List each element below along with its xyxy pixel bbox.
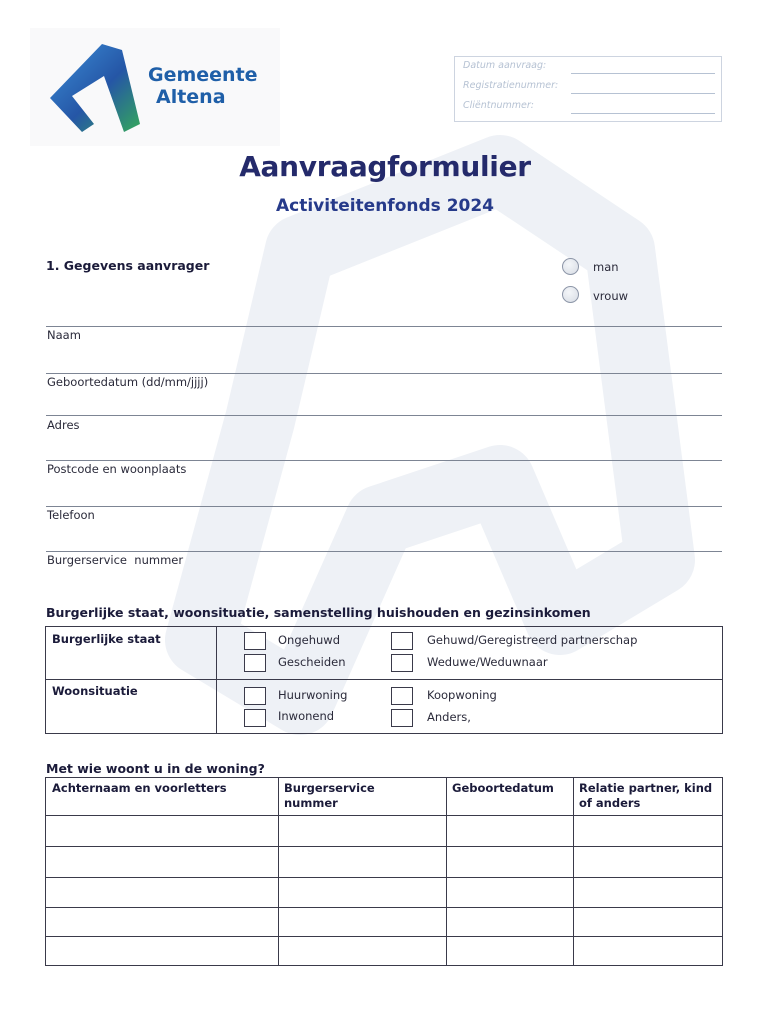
label-anders: Anders, (427, 710, 471, 724)
field-label-bsn: Burgerservice nummer (47, 553, 184, 567)
table-row[interactable] (46, 877, 722, 908)
org-name-line1: Gemeente (148, 64, 258, 86)
field-label-geboortedatum: Geboortedatum (dd/mm/jjjj) (47, 375, 209, 389)
checkbox-gescheiden[interactable] (244, 654, 266, 672)
label-koopwoning: Koopwoning (427, 688, 497, 702)
section-1-heading: 1. Gegevens aanvrager (46, 258, 210, 273)
label-gehuwd: Gehuwd/Geregistreerd partnerschap (427, 633, 638, 647)
datum-line[interactable] (571, 73, 715, 74)
checkbox-ongehuwd[interactable] (244, 632, 266, 650)
label-weduwe: Weduwe/Weduwnaar (427, 655, 548, 669)
checkbox-huurwoning[interactable] (244, 687, 266, 705)
field-label-postcode: Postcode en woonplaats (47, 462, 187, 476)
table-row[interactable] (46, 936, 722, 967)
field-line-adres[interactable] (46, 415, 722, 416)
checkbox-anders[interactable] (391, 709, 413, 727)
label-gescheiden: Gescheiden (278, 655, 346, 669)
row-label-woonsituatie: Woonsituatie (52, 684, 138, 698)
field-label-adres: Adres (47, 418, 80, 432)
table-row[interactable] (46, 907, 722, 938)
field-line-geboortedatum[interactable] (46, 373, 722, 374)
col-header-relatie: Relatie partner, kind of anders (579, 781, 713, 810)
field-label-telefoon: Telefoon (47, 508, 95, 522)
page-subtitle: Activiteitenfonds 2024 (275, 196, 495, 216)
label-inwonend: Inwonend (278, 709, 335, 723)
registratie-label: Registratienummer: (463, 80, 559, 91)
section-2-heading: Burgerlijke staat, woonsituatie, samenstelling huishouden en gezinsinkomen (46, 605, 591, 620)
datum-label: Datum aanvraag: (463, 60, 547, 71)
checkbox-koopwoning[interactable] (391, 687, 413, 705)
col-header-naam: Achternaam en voorletters (52, 781, 227, 795)
office-row-client (463, 100, 715, 118)
office-row-registratie (463, 80, 715, 98)
checkbox-inwonend[interactable] (244, 709, 266, 727)
table-row[interactable] (46, 846, 722, 877)
field-line-postcode[interactable] (46, 460, 722, 461)
radio-man[interactable] (562, 258, 579, 275)
label-ongehuwd: Ongehuwd (278, 633, 340, 647)
household-table (45, 777, 723, 966)
radio-vrouw[interactable] (562, 286, 579, 303)
row-label-burgerlijke-staat: Burgerlijke staat (52, 632, 161, 646)
checkbox-gehuwd[interactable] (391, 632, 413, 650)
gemeente-altena-logo-icon (44, 36, 149, 141)
field-label-naam: Naam (47, 328, 81, 342)
office-row-datum (463, 60, 715, 78)
col-header-bsn: Burgerservice nummer (284, 781, 375, 810)
radio-vrouw-label: vrouw (593, 289, 629, 303)
label-huurwoning: Huurwoning (278, 688, 348, 702)
status-table (45, 626, 723, 734)
page-title: Aanvraagformulier (239, 150, 531, 183)
col-header-geboortedatum: Geboortedatum (452, 781, 554, 795)
table-row[interactable] (46, 815, 722, 846)
registratie-line[interactable] (571, 93, 715, 94)
field-line-telefoon[interactable] (46, 506, 722, 507)
field-line-naam[interactable] (46, 326, 722, 327)
client-line[interactable] (571, 113, 715, 114)
client-label: Cliëntnummer: (463, 100, 535, 111)
section-3-heading: Met wie woont u in de woning? (46, 761, 265, 776)
office-use-box (454, 56, 722, 122)
checkbox-weduwe[interactable] (391, 654, 413, 672)
org-name-line2: Altena (156, 86, 226, 108)
radio-man-label: man (593, 260, 619, 274)
field-line-bsn[interactable] (46, 551, 722, 552)
logo (30, 28, 280, 146)
